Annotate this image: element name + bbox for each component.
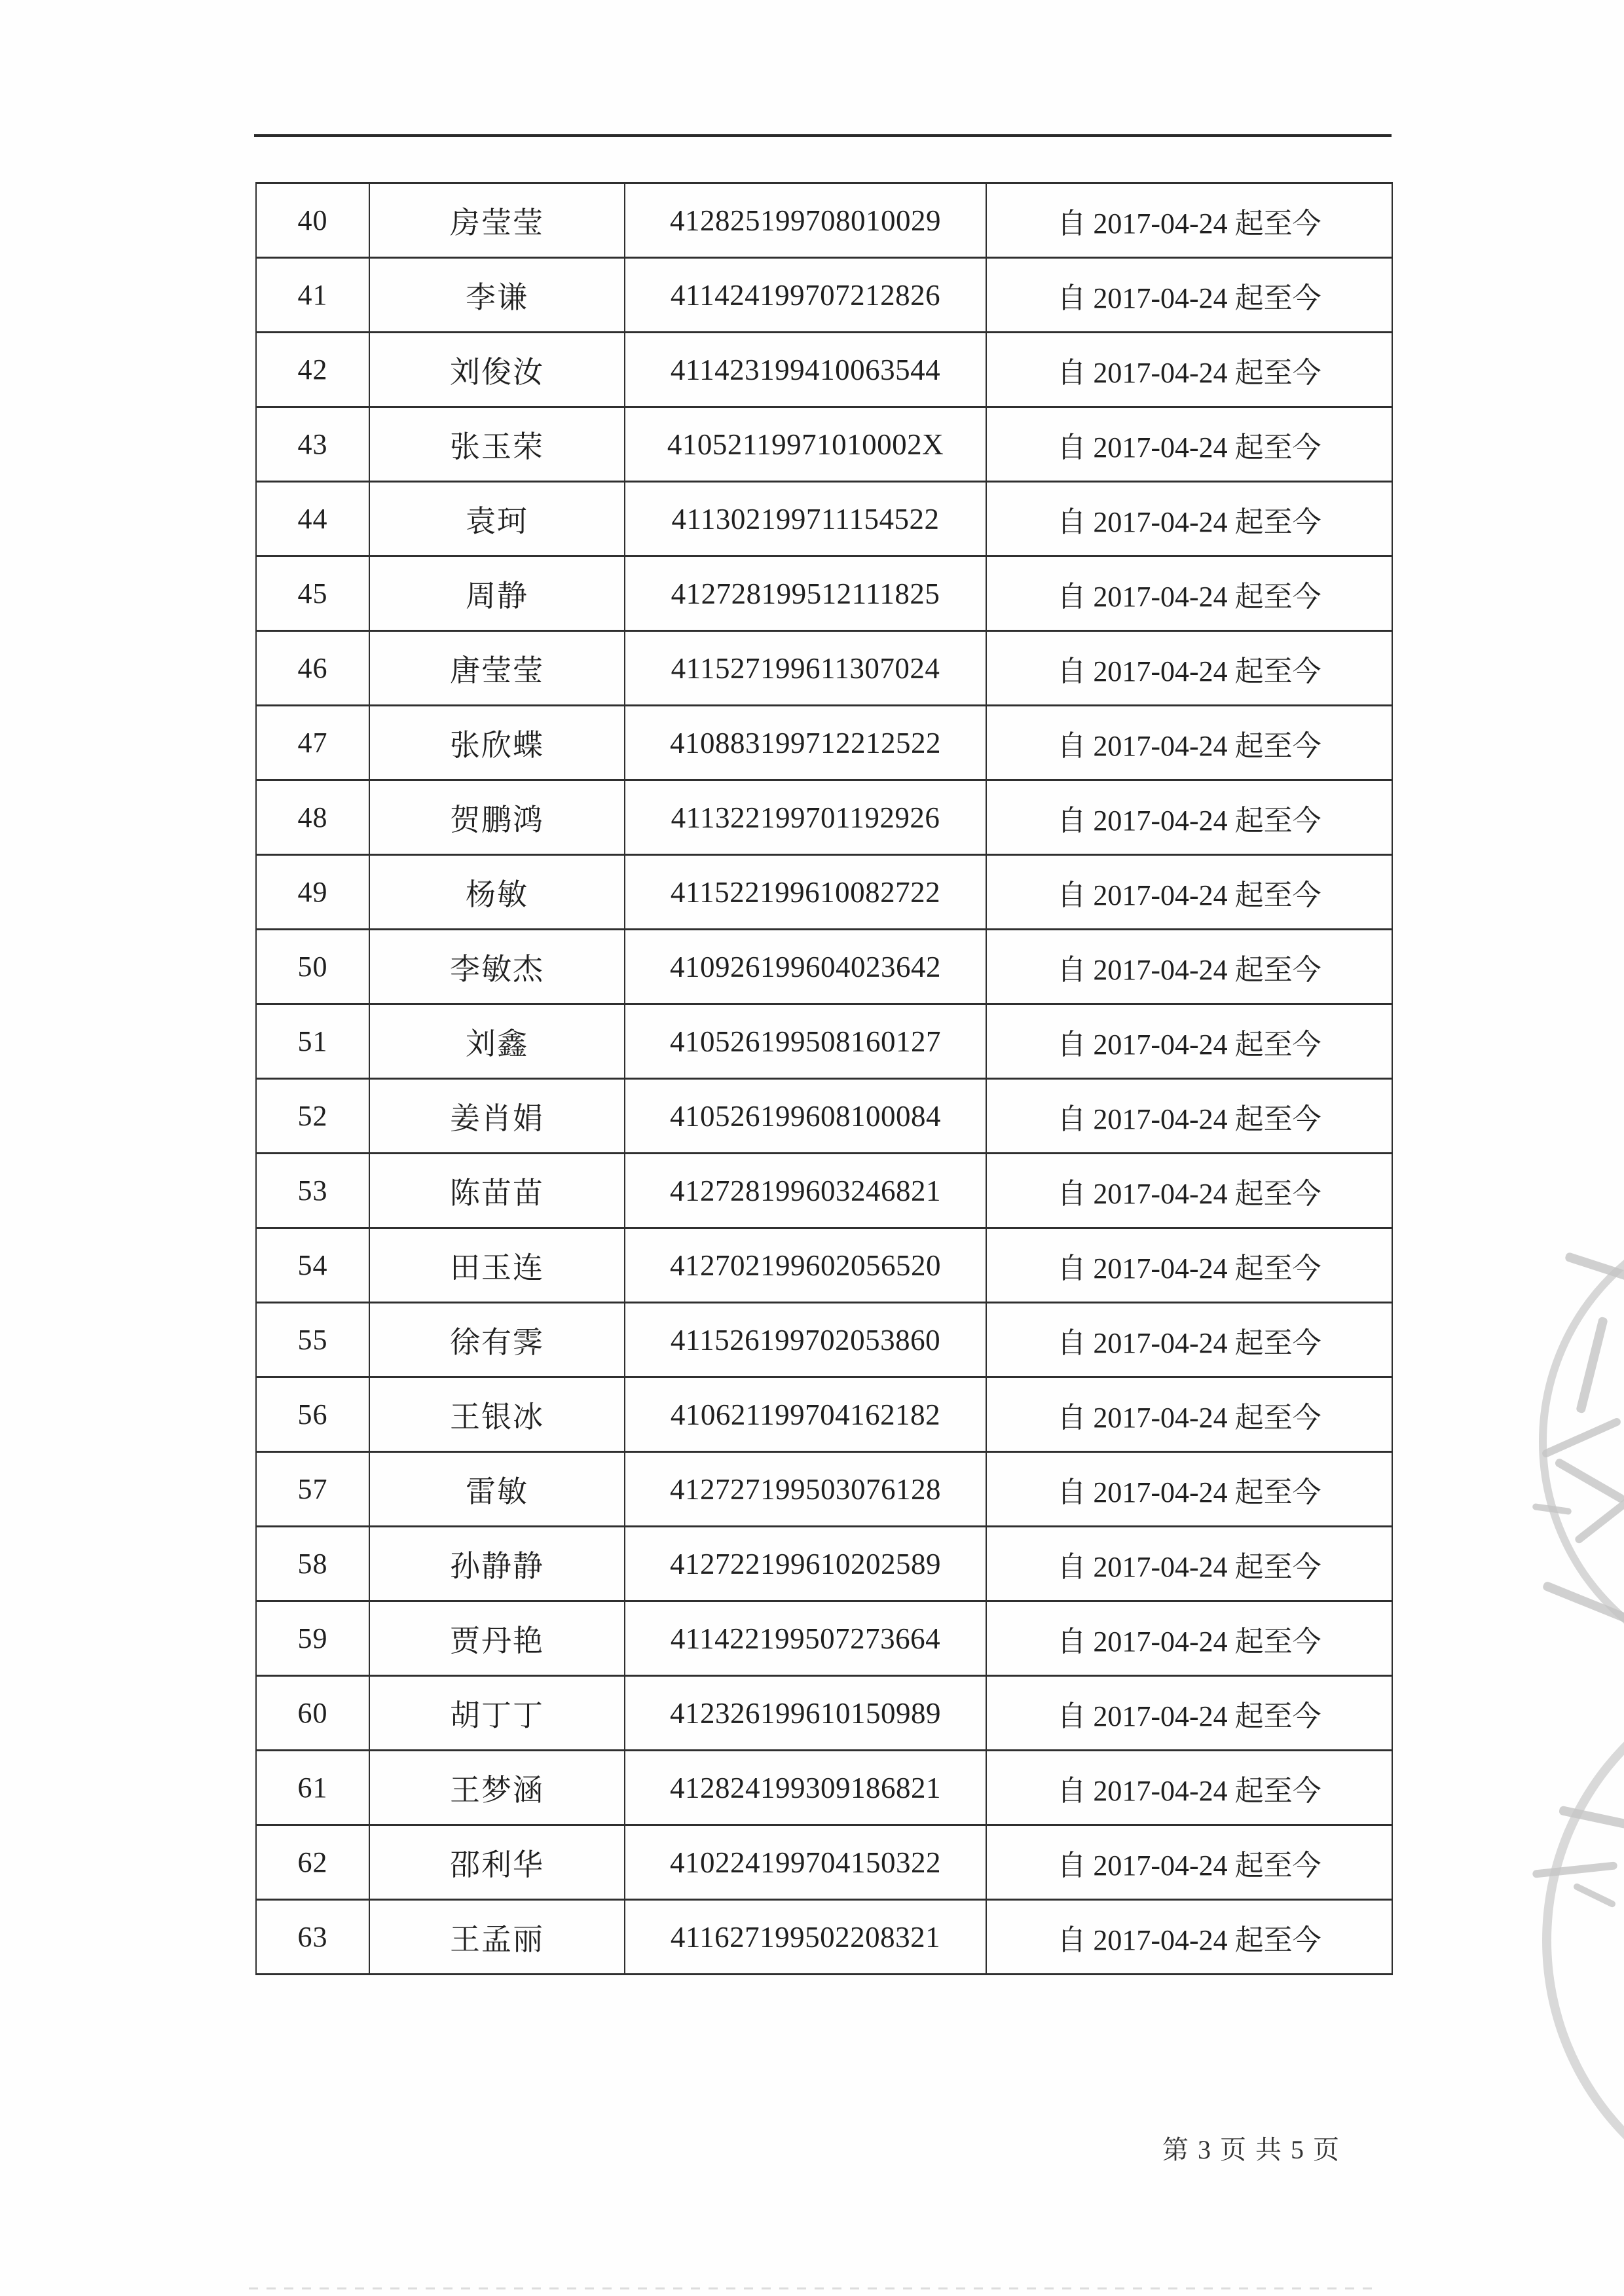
table-row [256, 1601, 1392, 1676]
cell-period: 自 2017-04-24 起至今 [986, 1601, 1392, 1676]
cell-row-number: 54 [256, 1228, 369, 1303]
cell-period: 自 2017-04-24 起至今 [986, 706, 1392, 780]
cell-row-number: 56 [256, 1377, 369, 1452]
cell-id-number: 410883199712212522 [625, 706, 986, 780]
table-row [256, 1452, 1392, 1527]
table-row [256, 1004, 1392, 1079]
table-row [256, 855, 1392, 930]
table-row [256, 1228, 1392, 1303]
cell-row-number: 40 [256, 183, 369, 258]
cell-row-number: 63 [256, 1900, 369, 1975]
cell-person-name: 邵利华 [369, 1825, 625, 1900]
table-row [256, 780, 1392, 855]
stamp-stroke-fragment [1574, 1494, 1624, 1544]
cell-person-name: 徐有霁 [369, 1303, 625, 1377]
stamp-stroke-fragment [1564, 1252, 1624, 1285]
cell-id-number: 412326199610150989 [625, 1676, 986, 1751]
cell-person-name: 贾丹艳 [369, 1601, 625, 1676]
cell-row-number: 51 [256, 1004, 369, 1079]
cell-id-number: 412728199603246821 [625, 1154, 986, 1228]
cell-person-name: 姜肖娟 [369, 1079, 625, 1154]
cell-id-number: 411627199502208321 [625, 1900, 986, 1975]
stamp-stroke-fragment [1559, 1806, 1624, 1831]
cell-id-number: 412728199512111825 [625, 556, 986, 631]
cell-person-name: 陈苗苗 [369, 1154, 625, 1228]
cell-period: 自 2017-04-24 起至今 [986, 1900, 1392, 1975]
cell-person-name: 杨敏 [369, 855, 625, 930]
cell-id-number: 410621199704162182 [625, 1377, 986, 1452]
table-row [256, 333, 1392, 407]
cell-row-number: 46 [256, 631, 369, 706]
cell-period: 自 2017-04-24 起至今 [986, 1751, 1392, 1825]
cell-period: 自 2017-04-24 起至今 [986, 1154, 1392, 1228]
cell-period: 自 2017-04-24 起至今 [986, 258, 1392, 333]
table-row [256, 1900, 1392, 1975]
cell-row-number: 44 [256, 482, 369, 556]
cell-person-name: 周静 [369, 556, 625, 631]
cell-person-name: 雷敏 [369, 1452, 625, 1527]
cell-period: 自 2017-04-24 起至今 [986, 855, 1392, 930]
cell-id-number: 411422199507273664 [625, 1601, 986, 1676]
table-row [256, 1079, 1392, 1154]
cell-row-number: 53 [256, 1154, 369, 1228]
cell-period: 自 2017-04-24 起至今 [986, 183, 1392, 258]
stamp-arc-fragment [1542, 1663, 1624, 2218]
scanner-edge-artifact [249, 2287, 1378, 2289]
table-row [256, 1154, 1392, 1228]
cell-row-number: 58 [256, 1527, 369, 1601]
cell-row-number: 45 [256, 556, 369, 631]
cell-id-number: 412825199708010029 [625, 183, 986, 258]
cell-row-number: 52 [256, 1079, 369, 1154]
cell-id-number: 410926199604023642 [625, 930, 986, 1004]
cell-period: 自 2017-04-24 起至今 [986, 631, 1392, 706]
cell-row-number: 60 [256, 1676, 369, 1751]
stamp-stroke-fragment [1532, 1503, 1572, 1515]
cell-period: 自 2017-04-24 起至今 [986, 407, 1392, 482]
table-row [256, 183, 1392, 258]
table-row [256, 1377, 1392, 1452]
cell-id-number: 410526199508160127 [625, 1004, 986, 1079]
cell-person-name: 李敏杰 [369, 930, 625, 1004]
cell-period: 自 2017-04-24 起至今 [986, 1228, 1392, 1303]
table-row [256, 1825, 1392, 1900]
cell-period: 自 2017-04-24 起至今 [986, 1377, 1392, 1452]
cell-row-number: 48 [256, 780, 369, 855]
table-row [256, 258, 1392, 333]
cell-id-number: 411522199610082722 [625, 855, 986, 930]
cell-period: 自 2017-04-24 起至今 [986, 1452, 1392, 1527]
cell-row-number: 59 [256, 1601, 369, 1676]
cell-person-name: 张欣蝶 [369, 706, 625, 780]
cell-person-name: 胡丁丁 [369, 1676, 625, 1751]
cell-id-number: 411527199611307024 [625, 631, 986, 706]
cell-id-number: 411322199701192926 [625, 780, 986, 855]
cell-period: 自 2017-04-24 起至今 [986, 1303, 1392, 1377]
cell-row-number: 41 [256, 258, 369, 333]
stamp-stroke-fragment [1554, 1457, 1624, 1504]
cell-person-name: 房莹莹 [369, 183, 625, 258]
cell-row-number: 62 [256, 1825, 369, 1900]
cell-person-name: 贺鹏鸿 [369, 780, 625, 855]
table-row [256, 407, 1392, 482]
stamp-arc-fragment [1539, 1205, 1624, 1679]
cell-person-name: 王梦涵 [369, 1751, 625, 1825]
cell-period: 自 2017-04-24 起至今 [986, 1079, 1392, 1154]
cell-person-name: 田玉连 [369, 1228, 625, 1303]
cell-period: 自 2017-04-24 起至今 [986, 1004, 1392, 1079]
cell-id-number: 412727199503076128 [625, 1452, 986, 1527]
cell-row-number: 57 [256, 1452, 369, 1527]
stamp-stroke-fragment [1576, 1317, 1608, 1414]
cell-id-number: 410526199608100084 [625, 1079, 986, 1154]
cell-person-name: 李谦 [369, 258, 625, 333]
cell-person-name: 王孟丽 [369, 1900, 625, 1975]
cell-period: 自 2017-04-24 起至今 [986, 930, 1392, 1004]
table-row [256, 482, 1392, 556]
cell-period: 自 2017-04-24 起至今 [986, 1825, 1392, 1900]
cell-id-number: 411302199711154522 [625, 482, 986, 556]
stamp-stroke-fragment [1541, 1580, 1624, 1623]
roster-table-body [256, 183, 1392, 1975]
cell-id-number: 412702199602056520 [625, 1228, 986, 1303]
cell-id-number: 410224199704150322 [625, 1825, 986, 1900]
stamp-stroke-fragment [1541, 1417, 1622, 1459]
cell-row-number: 55 [256, 1303, 369, 1377]
cell-period: 自 2017-04-24 起至今 [986, 1676, 1392, 1751]
cell-person-name: 刘鑫 [369, 1004, 625, 1079]
cell-person-name: 袁珂 [369, 482, 625, 556]
cell-period: 自 2017-04-24 起至今 [986, 333, 1392, 407]
cell-person-name: 刘俊汝 [369, 333, 625, 407]
cell-row-number: 47 [256, 706, 369, 780]
cell-row-number: 61 [256, 1751, 369, 1825]
cell-period: 自 2017-04-24 起至今 [986, 1527, 1392, 1601]
table-row [256, 930, 1392, 1004]
cell-person-name: 唐莹莹 [369, 631, 625, 706]
cell-period: 自 2017-04-24 起至今 [986, 780, 1392, 855]
cell-id-number: 41052119971010002X [625, 407, 986, 482]
page-number-footer: 第 3 页 共 5 页 [1162, 2135, 1340, 2164]
cell-period: 自 2017-04-24 起至今 [986, 556, 1392, 631]
cell-row-number: 42 [256, 333, 369, 407]
table-row [256, 1751, 1392, 1825]
table-row [256, 706, 1392, 780]
cell-period: 自 2017-04-24 起至今 [986, 482, 1392, 556]
cell-id-number: 411526199702053860 [625, 1303, 986, 1377]
cell-row-number: 49 [256, 855, 369, 930]
table-row [256, 1303, 1392, 1377]
cell-row-number: 43 [256, 407, 369, 482]
cell-person-name: 张玉荣 [369, 407, 625, 482]
header-divider-rule [254, 134, 1392, 137]
stamp-stroke-fragment [1532, 1861, 1618, 1878]
cell-id-number: 412722199610202589 [625, 1527, 986, 1601]
stamp-stroke-fragment [1572, 1882, 1616, 1908]
cell-id-number: 411424199707212826 [625, 258, 986, 333]
table-row [256, 556, 1392, 631]
cell-person-name: 王银冰 [369, 1377, 625, 1452]
table-row [256, 1676, 1392, 1751]
table-row [256, 631, 1392, 706]
cell-person-name: 孙静静 [369, 1527, 625, 1601]
cell-row-number: 50 [256, 930, 369, 1004]
cell-id-number: 411423199410063544 [625, 333, 986, 407]
cell-id-number: 412824199309186821 [625, 1751, 986, 1825]
table-row [256, 1527, 1392, 1601]
personnel-roster-table [255, 182, 1393, 1975]
